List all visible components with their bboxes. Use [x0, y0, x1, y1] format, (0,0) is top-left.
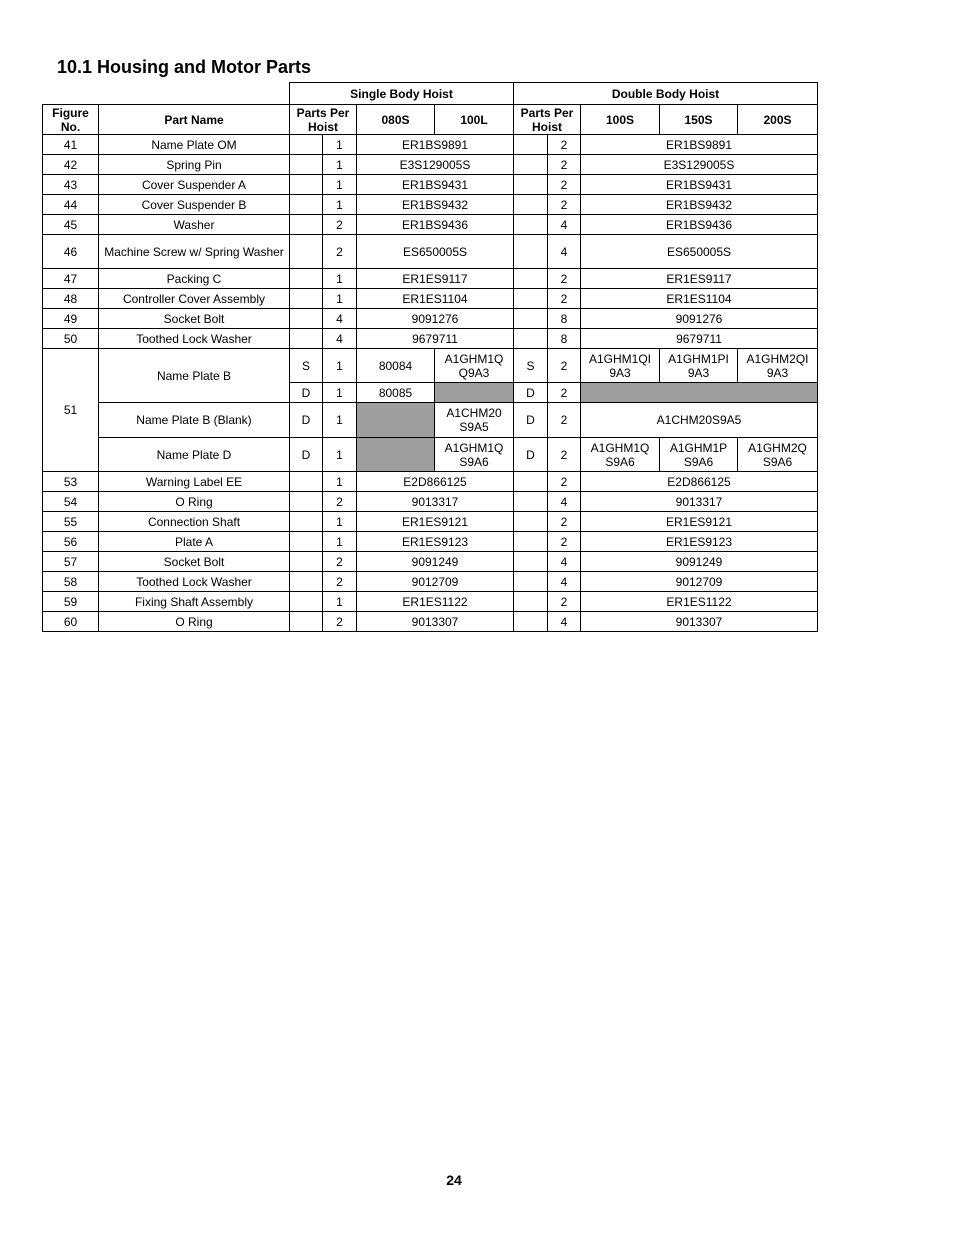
code-cell [514, 309, 548, 329]
page-number: 24 [446, 1172, 462, 1188]
double-part-number-cell: 9679711 [581, 329, 818, 349]
double-qty-cell: 2 [548, 592, 581, 612]
single-part-number-cell: 9091276 [357, 309, 514, 329]
double-qty-cell: 2 [548, 349, 581, 383]
header-model-100s: 100S [581, 105, 660, 135]
double-part-number-cell: A1CHM20S9A5 [581, 403, 818, 438]
table-row [43, 195, 818, 215]
code-cell [290, 215, 323, 235]
single-qty-cell: 2 [323, 215, 357, 235]
part-number-200s: A1GHM2Q S9A6 [738, 438, 818, 472]
double-part-number-cell: 9012709 [581, 572, 818, 592]
code-cell [514, 155, 548, 175]
code-cell [514, 552, 548, 572]
table-row [43, 592, 818, 612]
part-name-cell: Socket Bolt [99, 309, 290, 329]
header-figure-no: Figure No. [43, 105, 99, 135]
double-part-number-cell: ER1ES9117 [581, 269, 818, 289]
table-row [43, 269, 818, 289]
part-name-cell: Toothed Lock Washer [99, 572, 290, 592]
code-cell [514, 175, 548, 195]
code-cell [514, 572, 548, 592]
code-cell [290, 572, 323, 592]
header-row-columns [43, 105, 818, 135]
part-number-150s: A1GHM1P S9A6 [660, 438, 738, 472]
double-qty-cell: 2 [548, 289, 581, 309]
single-part-number-cell: ER1BS9432 [357, 195, 514, 215]
single-qty-cell: 2 [323, 492, 357, 512]
code-cell [514, 215, 548, 235]
double-qty-cell: 2 [548, 472, 581, 492]
table-row [43, 612, 818, 632]
figure-no-cell: 55 [43, 512, 99, 532]
code-cell [290, 552, 323, 572]
figure-51-rows [43, 349, 818, 472]
code-cell: S [290, 349, 323, 383]
single-qty-cell: 1 [323, 135, 357, 155]
code-cell: D [290, 403, 323, 438]
header-model-150s: 150S [660, 105, 738, 135]
single-qty-cell: 2 [323, 235, 357, 269]
single-qty-cell: 1 [323, 512, 357, 532]
figure-no-cell: 44 [43, 195, 99, 215]
part-number-100l: A1GHM1Q Q9A3 [435, 349, 514, 383]
double-qty-cell: 2 [548, 175, 581, 195]
single-part-number-cell: ER1ES1122 [357, 592, 514, 612]
table-row [43, 289, 818, 309]
page-title: 10.1 Housing and Motor Parts [57, 57, 312, 77]
single-part-number-cell: ER1BS9891 [357, 135, 514, 155]
table-row [43, 135, 818, 155]
double-part-number-cell: ER1BS9431 [581, 175, 818, 195]
header-part-name: Part Name [99, 105, 290, 135]
double-part-number-cell: ES650005S [581, 235, 818, 269]
table-row [43, 438, 818, 472]
parts-rows-a [43, 135, 818, 349]
table-row [43, 572, 818, 592]
single-qty-cell: 1 [323, 155, 357, 175]
part-name-cell: Machine Screw w/ Spring Washer [99, 235, 290, 269]
header-parts-per-hoist-double: Parts Per Hoist [514, 105, 581, 135]
figure-no-cell: 59 [43, 592, 99, 612]
code-cell [290, 492, 323, 512]
part-name-cell: Fixing Shaft Assembly [99, 592, 290, 612]
single-qty-cell: 1 [323, 403, 357, 438]
part-name-cell: Socket Bolt [99, 552, 290, 572]
single-part-number-cell: 9013317 [357, 492, 514, 512]
single-qty-cell: 1 [323, 269, 357, 289]
code-cell [290, 235, 323, 269]
double-part-number-cell: ER1ES9121 [581, 512, 818, 532]
part-name-cell: Connection Shaft [99, 512, 290, 532]
double-part-number-cell: 9013307 [581, 612, 818, 632]
code-cell [290, 592, 323, 612]
part-name-cell: Name Plate OM [99, 135, 290, 155]
not-applicable-cell [581, 383, 818, 403]
figure-no-cell: 60 [43, 612, 99, 632]
code-cell [514, 329, 548, 349]
code-cell [290, 472, 323, 492]
single-qty-cell: 1 [323, 289, 357, 309]
part-number-100s: A1GHM1QI 9A3 [581, 349, 660, 383]
single-part-number-cell: E2D866125 [357, 472, 514, 492]
double-qty-cell: 4 [548, 215, 581, 235]
part-name-cell: O Ring [99, 612, 290, 632]
code-cell: D [290, 383, 323, 403]
header-model-200s: 200S [738, 105, 818, 135]
double-qty-cell: 8 [548, 309, 581, 329]
code-cell [514, 592, 548, 612]
single-qty-cell: 1 [323, 438, 357, 472]
code-cell [290, 269, 323, 289]
double-part-number-cell: 9091276 [581, 309, 818, 329]
part-number-100l: A1CHM20 S9A5 [435, 403, 514, 438]
double-part-number-cell: 9091249 [581, 552, 818, 572]
single-qty-cell: 1 [323, 592, 357, 612]
single-qty-cell: 1 [323, 195, 357, 215]
part-number-100s: A1GHM1Q S9A6 [581, 438, 660, 472]
figure-no-cell: 43 [43, 175, 99, 195]
table-row [43, 532, 818, 552]
code-cell [290, 289, 323, 309]
code-cell: D [290, 438, 323, 472]
part-number-100l: A1GHM1Q S9A6 [435, 438, 514, 472]
code-cell [514, 532, 548, 552]
part-name-cell: Washer [99, 215, 290, 235]
part-number-200s: A1GHM2QI 9A3 [738, 349, 818, 383]
single-part-number-cell: ER1BS9436 [357, 215, 514, 235]
single-part-number-cell: ER1ES9121 [357, 512, 514, 532]
single-part-number-cell: E3S129005S [357, 155, 514, 175]
figure-no-cell: 53 [43, 472, 99, 492]
double-qty-cell: 4 [548, 552, 581, 572]
code-cell [514, 195, 548, 215]
code-cell: D [514, 403, 548, 438]
code-cell: S [514, 349, 548, 383]
single-part-number-cell: 9679711 [357, 329, 514, 349]
table-row [43, 309, 818, 329]
single-part-number-cell: 9091249 [357, 552, 514, 572]
figure-no-cell: 47 [43, 269, 99, 289]
figure-no-cell: 46 [43, 235, 99, 269]
figure-no-cell: 41 [43, 135, 99, 155]
table-row [43, 472, 818, 492]
double-qty-cell: 2 [548, 269, 581, 289]
code-cell [514, 289, 548, 309]
single-qty-cell: 4 [323, 329, 357, 349]
double-qty-cell: 2 [548, 383, 581, 403]
code-cell: D [514, 438, 548, 472]
code-cell [514, 269, 548, 289]
double-qty-cell: 4 [548, 492, 581, 512]
table-row [43, 175, 818, 195]
header-row-groups [43, 83, 818, 105]
parts-rows-b [43, 472, 818, 632]
part-name-cell: Name Plate B [99, 349, 290, 403]
double-qty-cell: 8 [548, 329, 581, 349]
part-name-cell: Cover Suspender B [99, 195, 290, 215]
code-cell [290, 155, 323, 175]
figure-no-cell: 48 [43, 289, 99, 309]
figure-no-cell: 56 [43, 532, 99, 552]
table-row [43, 349, 818, 383]
not-applicable-cell [357, 438, 435, 472]
figure-no-cell: 51 [43, 349, 99, 472]
figure-no-cell: 58 [43, 572, 99, 592]
double-qty-cell: 2 [548, 403, 581, 438]
part-number-080s: 80085 [357, 383, 435, 403]
single-part-number-cell: 9012709 [357, 572, 514, 592]
single-qty-cell: 1 [323, 349, 357, 383]
single-qty-cell: 2 [323, 572, 357, 592]
code-cell [290, 195, 323, 215]
parts-table [42, 82, 818, 632]
not-applicable-cell [435, 383, 514, 403]
figure-no-cell: 57 [43, 552, 99, 572]
double-part-number-cell: E3S129005S [581, 155, 818, 175]
single-qty-cell: 1 [323, 472, 357, 492]
code-cell [290, 612, 323, 632]
double-qty-cell: 2 [548, 438, 581, 472]
single-part-number-cell: ER1ES9117 [357, 269, 514, 289]
double-part-number-cell: ER1BS9436 [581, 215, 818, 235]
single-qty-cell: 2 [323, 612, 357, 632]
single-qty-cell: 4 [323, 309, 357, 329]
code-cell [514, 135, 548, 155]
double-part-number-cell: E2D866125 [581, 472, 818, 492]
table-row [43, 492, 818, 512]
double-part-number-cell: 9013317 [581, 492, 818, 512]
table-row [43, 235, 818, 269]
figure-no-cell: 49 [43, 309, 99, 329]
header-double-body: Double Body Hoist [514, 83, 818, 105]
table-row [43, 329, 818, 349]
header-single-body: Single Body Hoist [290, 83, 514, 105]
single-qty-cell: 1 [323, 383, 357, 403]
code-cell [514, 512, 548, 532]
code-cell: D [514, 383, 548, 403]
code-cell [514, 612, 548, 632]
double-part-number-cell: ER1ES9123 [581, 532, 818, 552]
part-name-cell: Warning Label EE [99, 472, 290, 492]
code-cell [514, 235, 548, 269]
figure-no-cell: 45 [43, 215, 99, 235]
part-name-cell: Name Plate B (Blank) [99, 403, 290, 438]
single-qty-cell: 1 [323, 175, 357, 195]
table-row [43, 552, 818, 572]
double-part-number-cell: ER1BS9432 [581, 195, 818, 215]
double-qty-cell: 2 [548, 512, 581, 532]
code-cell [290, 512, 323, 532]
part-name-cell: Controller Cover Assembly [99, 289, 290, 309]
part-name-cell: Toothed Lock Washer [99, 329, 290, 349]
part-name-cell: Cover Suspender A [99, 175, 290, 195]
table-row [43, 403, 818, 438]
part-name-cell: O Ring [99, 492, 290, 512]
not-applicable-cell [357, 403, 435, 438]
part-name-cell: Packing C [99, 269, 290, 289]
code-cell [290, 532, 323, 552]
double-part-number-cell: ER1BS9891 [581, 135, 818, 155]
double-part-number-cell: ER1ES1104 [581, 289, 818, 309]
code-cell [290, 329, 323, 349]
double-qty-cell: 2 [548, 135, 581, 155]
part-number-150s: A1GHM1PI 9A3 [660, 349, 738, 383]
single-qty-cell: 1 [323, 532, 357, 552]
figure-no-cell: 50 [43, 329, 99, 349]
single-qty-cell: 2 [323, 552, 357, 572]
double-qty-cell: 2 [548, 195, 581, 215]
double-qty-cell: 2 [548, 155, 581, 175]
double-part-number-cell: ER1ES1122 [581, 592, 818, 612]
figure-no-cell: 54 [43, 492, 99, 512]
double-qty-cell: 2 [548, 532, 581, 552]
double-qty-cell: 4 [548, 235, 581, 269]
double-qty-cell: 4 [548, 612, 581, 632]
single-part-number-cell: ER1BS9431 [357, 175, 514, 195]
single-part-number-cell: ES650005S [357, 235, 514, 269]
code-cell [290, 135, 323, 155]
code-cell [290, 175, 323, 195]
table-row [43, 215, 818, 235]
figure-no-cell: 42 [43, 155, 99, 175]
header-model-100l: 100L [435, 105, 514, 135]
code-cell [514, 492, 548, 512]
code-cell [290, 309, 323, 329]
header-model-080s: 080S [357, 105, 435, 135]
header-parts-per-hoist-single: Parts Per Hoist [290, 105, 357, 135]
code-cell [514, 472, 548, 492]
table-row [43, 155, 818, 175]
part-name-cell: Plate A [99, 532, 290, 552]
double-qty-cell: 4 [548, 572, 581, 592]
header-blank [43, 83, 290, 105]
part-number-080s: 80084 [357, 349, 435, 383]
single-part-number-cell: ER1ES1104 [357, 289, 514, 309]
single-part-number-cell: 9013307 [357, 612, 514, 632]
part-name-cell: Name Plate D [99, 438, 290, 472]
part-name-cell: Spring Pin [99, 155, 290, 175]
table-row [43, 512, 818, 532]
single-part-number-cell: ER1ES9123 [357, 532, 514, 552]
